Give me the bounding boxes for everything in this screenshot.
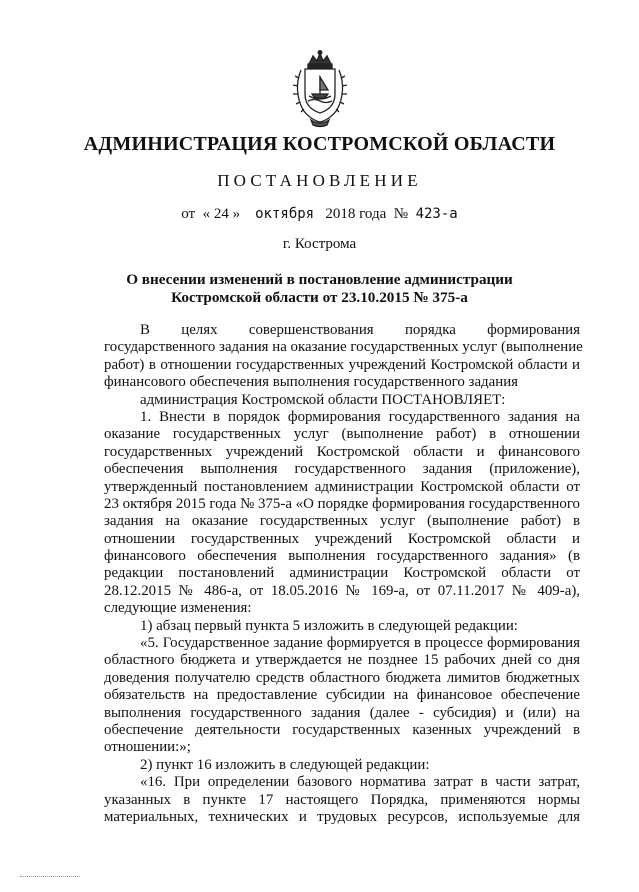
subject-line: Костромской области от 23.10.2015 № 375-а — [171, 289, 468, 306]
body-line: отношении:»; — [104, 739, 191, 756]
body-line: 2) пункт 16 изложить в следующей редакции: — [140, 756, 430, 773]
document-subject — [0, 271, 639, 307]
body-line: обеспечение деятельности государственных казенных учреждений в — [104, 721, 580, 738]
body-line: «16. При определении базового норматива затрат в части затрат, — [140, 774, 580, 791]
kostroma-coat-of-arms-icon — [287, 50, 353, 128]
body-line: В целях совершенствования порядка формирования — [140, 322, 580, 338]
body-line: выполнения государственного задания (далее - субсидия) и (или) на — [104, 704, 580, 721]
body-line: 23 октября 2015 года № 375-а «О порядке формирования государственного — [104, 495, 580, 512]
body-line: финансового обеспечения выполнения государственного задания» (в — [104, 548, 580, 565]
body-line: отношении государственных учреждений Костромской области и — [104, 530, 580, 547]
body-line: редакции постановлений администрации Костромской области от — [104, 565, 580, 582]
body-line: областного бюджета и утверждается не позднее 15 рабочих дней со дня — [104, 652, 580, 669]
body-line: следующие изменения: — [104, 600, 252, 617]
body-line: финансового обеспечения выполнения государственного задания — [104, 374, 519, 391]
date-month: октября — [255, 206, 315, 222]
subject-line: О внесении изменений в постановление администрации — [126, 271, 513, 288]
body-line: государственных учреждений Костромской области и финансового — [104, 443, 580, 460]
body-line: государственного задания на оказание государственных услуг (выполнение — [104, 339, 583, 356]
date-prefix: от « 24 » — [181, 206, 241, 222]
scan-artifact — [20, 876, 80, 878]
organization-title: АДМИНИСТРАЦИЯ КОСТРОМСКОЙ ОБЛАСТИ — [83, 133, 556, 155]
body-line: обеспечения выполнения государственного задания (приложение), — [104, 461, 580, 478]
body-line: оказание государственных услуг (выполнение работ) в отношении — [104, 426, 580, 443]
document-type: ПОСТАНОВЛЕНИЕ — [217, 171, 422, 190]
body-line: 28.12.2015 № 486-а, от 18.05.2016 № 169-а, от 07.11.2017 № 409-а), — [104, 582, 580, 599]
date-number-line — [0, 206, 639, 223]
body-line: материальных, технических и трудовых ресурсов, используемые для — [104, 808, 580, 825]
body-line: 1) абзац первый пункта 5 изложить в следующей редакции: — [140, 617, 518, 634]
body-line: «5. Государственное задание формируется в процессе формирования — [140, 635, 580, 652]
body-line: обязательств на предоставление субсидии на финансовое обеспечение — [104, 687, 580, 704]
body-line: указанных в пункте 17 настоящего Порядка, применяются нормы — [104, 791, 580, 808]
document-number: 423-а — [415, 206, 458, 222]
date-year: 2018 года № — [325, 206, 409, 222]
body-line: доведения получателю средств областного бюджета лимитов бюджетных — [104, 669, 580, 686]
body-line: 1. Внести в порядок формирования государственного задания на — [140, 408, 580, 425]
body-line: работ) в отношении государственных учреждений Костромской области и — [104, 356, 580, 373]
body-line: задания на оказание государственных услуг (выполнение работ) в — [104, 513, 580, 530]
body-line: утвержденный постановлением администрации Костромской области от — [104, 478, 580, 495]
body-line: администрация Костромской области ПОСТАНОВЛЯЕТ: — [140, 391, 506, 408]
document-body — [104, 322, 583, 826]
city: г. Кострома — [282, 236, 357, 252]
